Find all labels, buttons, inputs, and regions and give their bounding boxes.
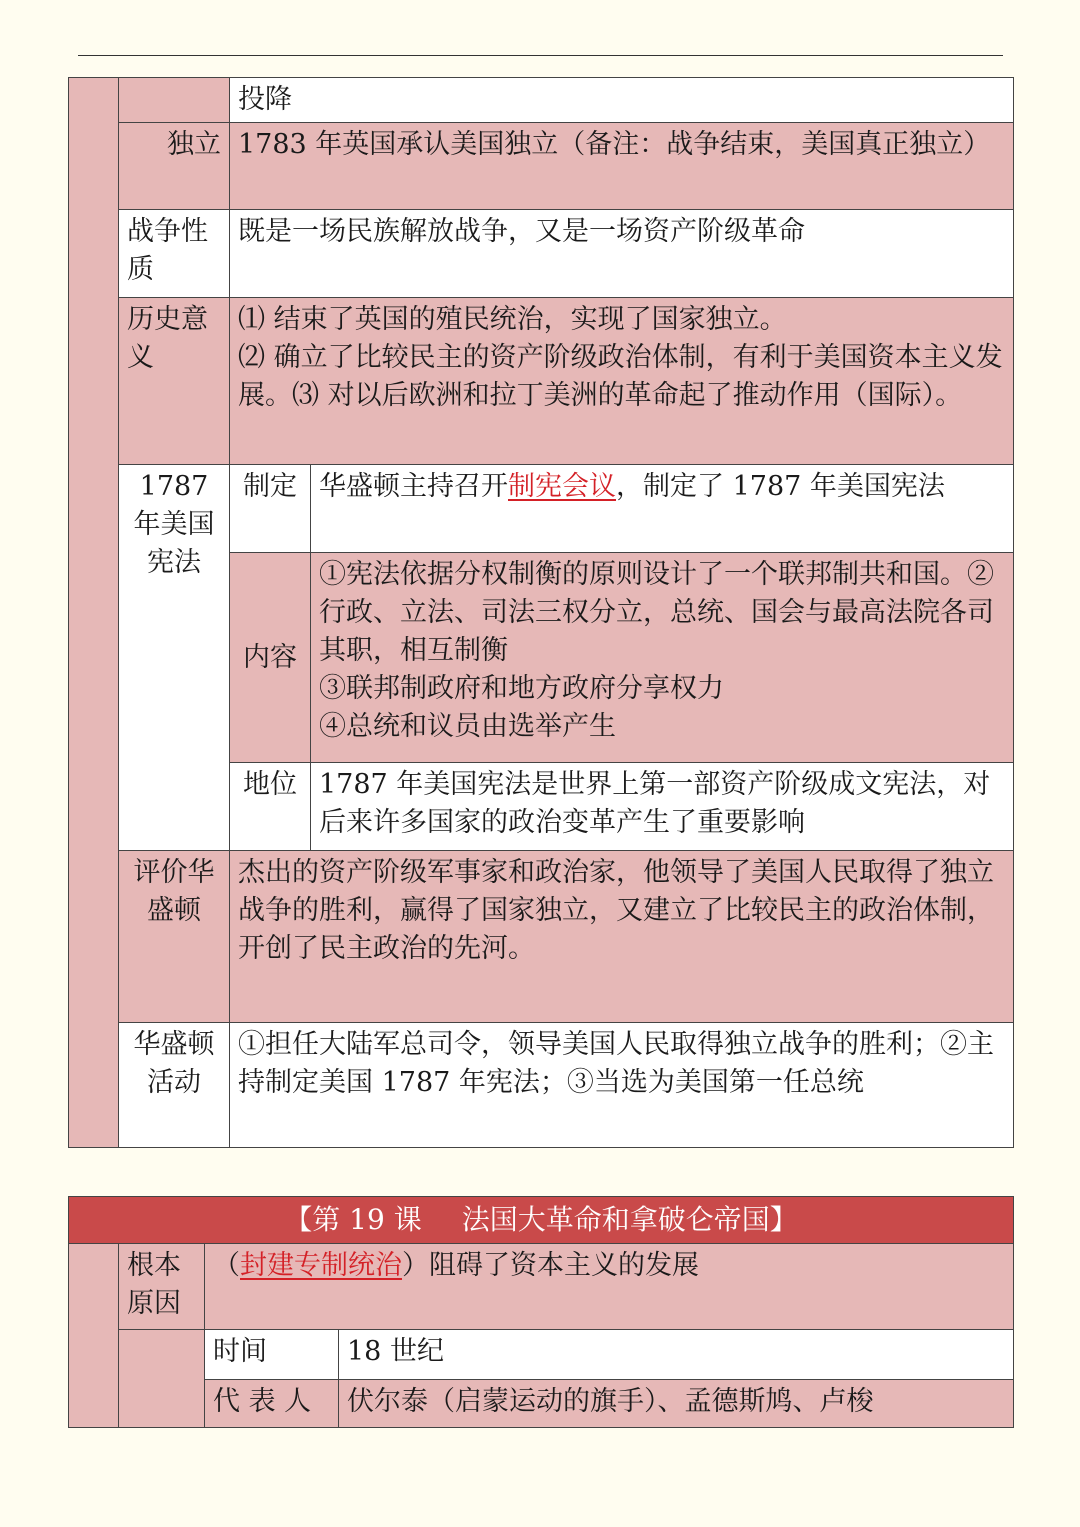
nature-text: 既是一场民族解放战争，又是一场资产阶级革命 <box>230 210 1014 298</box>
significance-label: 历史意义 <box>119 298 230 465</box>
evaluation-text: 杰出的资产阶级军事家和政治家，他领导了美国人民取得了独立战争的胜利，赢得了国家独立，又建立了比较民主的政治体制，开创了民主政治的先河。 <box>230 851 1014 1023</box>
enact-label: 制定 <box>230 465 311 553</box>
time-label: 时间 <box>205 1330 339 1380</box>
representatives-text: 伏尔泰（启蒙运动的旗手）、孟德斯鸠、卢梭 <box>339 1380 1014 1428</box>
significance-line1: ⑴ 结束了英国的殖民统治，实现了国家独立。 <box>238 304 787 335</box>
root-cause-post: ）阻碍了资本主义的发展 <box>402 1250 699 1281</box>
enact-pre: 华盛顿主持召开 <box>319 471 508 502</box>
content-text <box>311 553 1014 763</box>
activities-text: ①担任大陆军总司令，领导美国人民取得独立战争的胜利；②主持制定美国 1787 年宪法；③当选为美国第一任总统 <box>230 1023 1014 1148</box>
top-divider <box>78 55 1003 56</box>
independence-label: 独立 <box>119 123 230 210</box>
root-cause-text <box>205 1244 1014 1330</box>
root-cause-pre: （ <box>213 1250 240 1281</box>
left-margin-cell <box>69 78 119 1148</box>
representatives-label: 代 表 人 <box>205 1380 339 1428</box>
status-label: 地位 <box>230 763 311 851</box>
significance-line2: ⑵ 确立了比较民主的资产阶级政治体制，有利于美国资本主义发展。⑶ 对以后欧洲和拉丁美洲的革命起了推动作用（国际）。 <box>238 342 1003 411</box>
time-text: 18 世纪 <box>339 1330 1014 1380</box>
left-margin-cell-2 <box>69 1244 119 1428</box>
root-cause-label: 根本原因 <box>119 1244 205 1330</box>
significance-text <box>230 298 1014 465</box>
lesson-number: 【第 19 课 <box>284 1203 422 1236</box>
table-american-revolution <box>68 77 1014 1148</box>
lesson-title: 法国大革命和拿破仑帝国】 <box>461 1203 798 1236</box>
content-item1: ①宪法依据分权制衡的原则设计了一个联邦制共和国。②行政、立法、司法三权分立，总统、国会与最高法院各司其职，相互制衡 <box>319 559 994 666</box>
table-french-revolution <box>68 1196 1014 1428</box>
content-item2: ③联邦制政府和地方政府分享权力 <box>319 673 724 704</box>
activities-label: 华盛顿活动 <box>119 1023 230 1148</box>
evaluation-label: 评价华盛顿 <box>119 851 230 1023</box>
enact-post: ，制定了 1787 年美国宪法 <box>616 471 945 502</box>
label-cell-empty <box>119 78 230 123</box>
status-text: 1787 年美国宪法是世界上第一部资产阶级成文宪法，对后来许多国家的政治变革产生了重要影响 <box>311 763 1014 851</box>
lesson-header <box>69 1197 1014 1244</box>
nature-label: 战争性质 <box>119 210 230 298</box>
content-item3: ④总统和议员由选举产生 <box>319 711 616 742</box>
content-label: 内容 <box>230 553 311 763</box>
independence-text: 1783 年英国承认美国独立（备注：战争结束，美国真正独立） <box>230 123 1014 210</box>
label-cell-empty-2 <box>119 1330 205 1428</box>
surrender-text: 投降 <box>230 78 1014 123</box>
root-cause-highlight: 封建专制统治 <box>240 1250 402 1281</box>
enact-text <box>311 465 1014 553</box>
constitution-label: 1787 年美国宪法 <box>119 465 230 851</box>
enact-highlight: 制宪会议 <box>508 471 616 502</box>
